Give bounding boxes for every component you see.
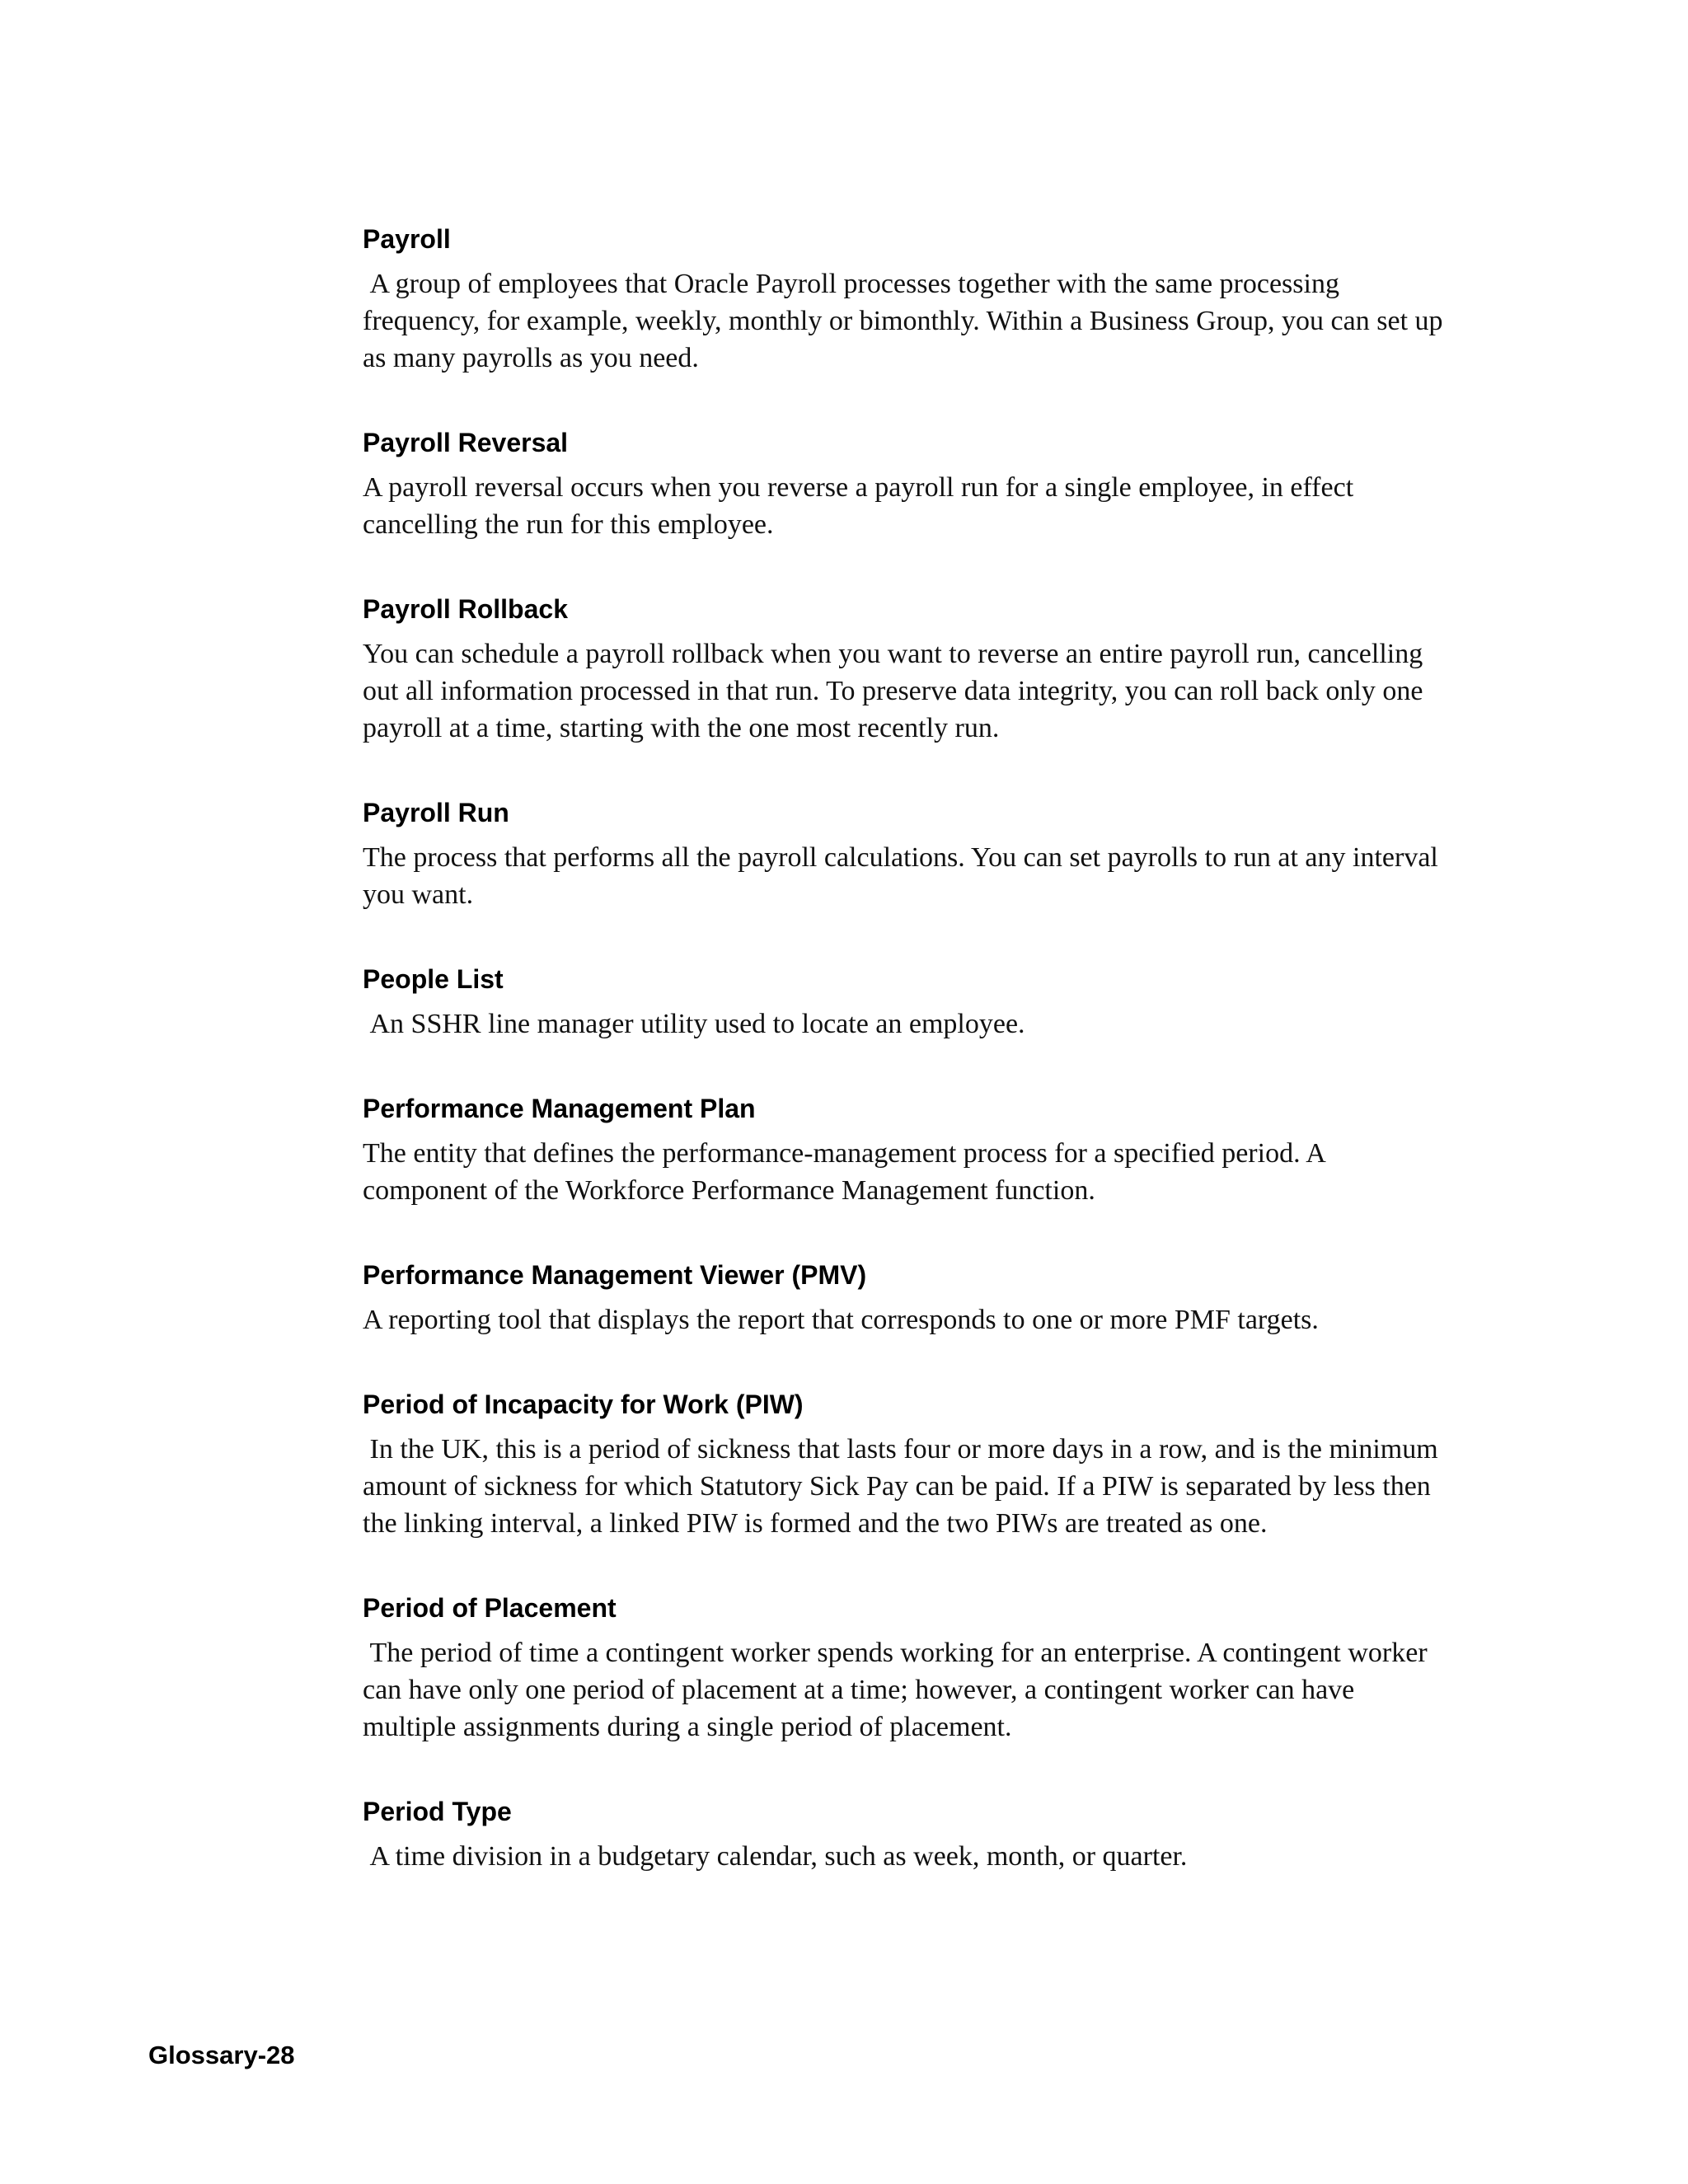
glossary-term: Period Type [363, 1797, 512, 1826]
glossary-definition: A group of employees that Oracle Payroll processes together with the same processing frequency, for example, weekly, monthly or bimonthly. Within a Business Group, you can set up as many payrolls as you need. [363, 269, 1451, 373]
glossary-term: Performance Management Plan [363, 1094, 756, 1123]
glossary-term: Performance Management Viewer (PMV) [363, 1260, 867, 1290]
glossary-definition: You can schedule a payroll rollback when you want to reverse an entire payroll run, cancelling out all information processed in that run. To preserve data integrity, you can roll back only one payroll at a time, starting with the one most recently run. [363, 639, 1430, 743]
glossary-term: People List [363, 964, 504, 994]
glossary-entry-period-of-placement [363, 1590, 1451, 1746]
glossary-definition: The period of time a contingent worker spends working for an enterprise. A contingent worker can have only one period of placement at a time; however, a contingent worker can have multiple assignments during a single period of placement. [363, 1638, 1435, 1742]
glossary-term: Period of Incapacity for Work (PIW) [363, 1390, 804, 1419]
glossary-entry-payroll-run [363, 794, 1451, 913]
glossary-term: Payroll Run [363, 798, 509, 827]
glossary-entry-performance-management-viewer [363, 1257, 1451, 1338]
glossary-term: Payroll [363, 224, 451, 254]
glossary-entry-people-list [363, 961, 1451, 1043]
glossary-term: Payroll Reversal [363, 428, 569, 457]
glossary-definition: A time division in a budgetary calendar, such as week, month, or quarter. [363, 1841, 1188, 1872]
glossary-term: Period of Placement [363, 1593, 617, 1623]
page-number-footer: Glossary-28 [148, 2041, 295, 2069]
glossary-definition: An SSHR line manager utility used to locate an employee. [363, 1009, 1025, 1039]
glossary-entry-period-type [363, 1793, 1451, 1875]
glossary-term: Payroll Rollback [363, 594, 568, 624]
glossary-definition: In the UK, this is a period of sickness that lasts four or more days in a row, and is the minimum amount of sickness for which Statutory Sick Pay can be paid. If a PIW is separated by less then the linking interval, a linked PIW is formed and the two PIWs are treated as one. [363, 1434, 1446, 1539]
glossary-definition: The process that performs all the payroll calculations. You can set payrolls to run at any interval you want. [363, 842, 1446, 910]
glossary-entry-payroll-rollback [363, 591, 1451, 747]
glossary-entry-period-of-incapacity [363, 1386, 1451, 1542]
glossary-definition: A payroll reversal occurs when you reverse a payroll run for a single employee, in effect cancelling the run for this employee. [363, 472, 1361, 540]
glossary-entry-payroll [363, 221, 1451, 377]
glossary-entry-performance-management-plan [363, 1090, 1451, 1209]
glossary-content [363, 221, 1451, 1923]
glossary-definition: A reporting tool that displays the report that corresponds to one or more PMF targets. [363, 1305, 1319, 1335]
glossary-definition: The entity that defines the performance-management process for a specified period. A component of the Workforce Performance Management function. [363, 1138, 1332, 1206]
glossary-entry-payroll-reversal [363, 424, 1451, 543]
